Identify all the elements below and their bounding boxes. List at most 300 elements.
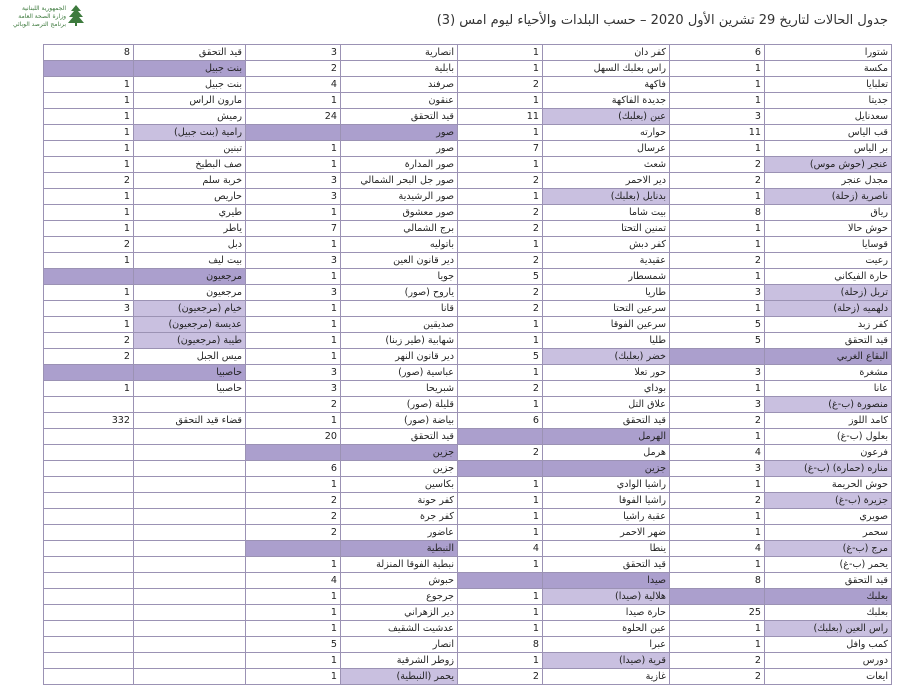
table-row (44, 253, 892, 269)
case-count-cell: 6 (670, 45, 765, 61)
locality-name-cell: ضهر الاحمر (543, 525, 670, 541)
table-row (44, 589, 892, 605)
locality-name-cell: تربل (زحلة) (765, 285, 892, 301)
locality-name-cell: ايعات (765, 669, 892, 685)
case-count-cell (458, 461, 543, 477)
locality-name-cell: عنجر (حوش موس) (765, 157, 892, 173)
logo-text (8, 5, 66, 29)
case-count-cell: 1 (670, 477, 765, 493)
locality-name-cell: صور (341, 141, 458, 157)
locality-name-cell: كفر دان (543, 45, 670, 61)
case-count-cell: 2 (458, 301, 543, 317)
locality-name-cell (134, 605, 246, 621)
locality-name-cell: كفر جرة (341, 509, 458, 525)
case-count-cell: 2 (246, 397, 341, 413)
case-count-cell (246, 125, 341, 141)
case-count-cell: 2 (458, 77, 543, 93)
case-count-cell (246, 541, 341, 557)
case-count-cell: 1 (44, 109, 134, 125)
locality-name-cell: سرعين الفوقا (543, 317, 670, 333)
table-row (44, 365, 892, 381)
case-count-cell: 1 (670, 61, 765, 77)
table-row (44, 125, 892, 141)
case-count-cell: 3 (246, 253, 341, 269)
locality-name-cell: نبطية الفوقا المنزلة (341, 557, 458, 573)
case-count-cell: 8 (670, 205, 765, 221)
case-count-cell: 5 (458, 269, 543, 285)
case-count-cell (44, 653, 134, 669)
locality-name-cell: ميس الجبل (134, 349, 246, 365)
locality-name-cell: عبرا (543, 637, 670, 653)
locality-name-cell: شهابية (طير زبنا) (341, 333, 458, 349)
locality-name-cell: مناره (حمارة) (ب-غ) (765, 461, 892, 477)
case-count-cell: 1 (246, 205, 341, 221)
locality-name-cell: ياطر (134, 221, 246, 237)
locality-name-cell: انصارية (341, 45, 458, 61)
table-row (44, 349, 892, 365)
locality-name-cell: عقيدية (543, 253, 670, 269)
case-count-cell: 2 (670, 669, 765, 685)
case-count-cell: 1 (670, 77, 765, 93)
case-count-cell: 1 (458, 189, 543, 205)
case-count-cell: 24 (246, 109, 341, 125)
case-count-cell (458, 573, 543, 589)
locality-name-cell (134, 429, 246, 445)
locality-name-cell: عدشيت الشقيف (341, 621, 458, 637)
locality-name-cell: بيت شاما (543, 205, 670, 221)
case-count-cell: 2 (670, 653, 765, 669)
case-count-cell: 1 (670, 93, 765, 109)
case-count-cell: 3 (670, 285, 765, 301)
case-count-cell: 7 (246, 221, 341, 237)
case-count-cell: 1 (458, 557, 543, 573)
locality-name-cell: حوش حالا (765, 221, 892, 237)
case-count-cell: 5 (670, 317, 765, 333)
case-count-cell: 3 (246, 189, 341, 205)
locality-name-cell: عاضور (341, 525, 458, 541)
locality-name-cell: عين (بعلبك) (543, 109, 670, 125)
case-count-cell: 1 (44, 141, 134, 157)
locality-name-cell: حوش الحريمة (765, 477, 892, 493)
table-row (44, 669, 892, 685)
case-count-cell: 3 (670, 461, 765, 477)
case-count-cell: 2 (458, 445, 543, 461)
locality-name-cell: راشيا الوادي (543, 477, 670, 493)
table-row (44, 397, 892, 413)
locality-name-cell: مارون الراس (134, 93, 246, 109)
locality-name-cell (134, 461, 246, 477)
case-count-cell: 8 (44, 45, 134, 61)
locality-name-cell: صويري (765, 509, 892, 525)
case-count-cell: 1 (44, 77, 134, 93)
locality-name-cell (134, 493, 246, 509)
locality-name-cell (134, 653, 246, 669)
locality-name-cell: قيد التحقق (134, 45, 246, 61)
table-row (44, 317, 892, 333)
case-count-cell: 1 (458, 477, 543, 493)
locality-name-cell: حاصبيا (134, 381, 246, 397)
case-count-cell: 1 (246, 93, 341, 109)
cases-table (43, 44, 892, 685)
district-header-cell: مرجعيون (134, 269, 246, 285)
table-row (44, 61, 892, 77)
table-row (44, 461, 892, 477)
locality-name-cell: مرج (ب-غ) (765, 541, 892, 557)
case-count-cell: 1 (458, 653, 543, 669)
locality-name-cell: قليلة (صور) (341, 397, 458, 413)
locality-name-cell: شمسطار (543, 269, 670, 285)
case-count-cell: 1 (670, 301, 765, 317)
case-count-cell: 2 (458, 669, 543, 685)
locality-name-cell: قب الياس (765, 125, 892, 141)
case-count-cell: 1 (44, 125, 134, 141)
logo-line: وزارة الصحة العامة (18, 13, 66, 20)
locality-name-cell: عرسال (543, 141, 670, 157)
case-count-cell (458, 429, 543, 445)
locality-name-cell: بعلول (ب-غ) (765, 429, 892, 445)
locality-name-cell: قرية (صيدا) (543, 653, 670, 669)
case-count-cell: 3 (246, 45, 341, 61)
locality-name-cell: قيد التحقق (543, 413, 670, 429)
case-count-cell: 1 (458, 317, 543, 333)
case-count-cell: 1 (458, 621, 543, 637)
case-count-cell: 1 (458, 157, 543, 173)
locality-name-cell: عقبة راشيا (543, 509, 670, 525)
case-count-cell (44, 269, 134, 285)
case-count-cell: 2 (670, 173, 765, 189)
locality-name-cell: بنت جبيل (134, 77, 246, 93)
table-row (44, 477, 892, 493)
case-count-cell (44, 669, 134, 685)
locality-name-cell: خيام (مرجعيون) (134, 301, 246, 317)
locality-name-cell: بعلبك (765, 605, 892, 621)
case-count-cell (44, 621, 134, 637)
case-count-cell (44, 589, 134, 605)
table-row (44, 605, 892, 621)
locality-name-cell: دلهميه (زحلة) (765, 301, 892, 317)
case-count-cell: 2 (458, 221, 543, 237)
case-count-cell: 1 (246, 621, 341, 637)
locality-name-cell: غازية (543, 669, 670, 685)
locality-name-cell: رعيت (765, 253, 892, 269)
case-count-cell: 3 (670, 397, 765, 413)
locality-name-cell: قيد التحقق (543, 557, 670, 573)
table-row (44, 285, 892, 301)
case-count-cell: 1 (670, 381, 765, 397)
table-row (44, 621, 892, 637)
locality-name-cell (134, 477, 246, 493)
case-count-cell: 1 (458, 365, 543, 381)
locality-name-cell: ناصرية (زحلة) (765, 189, 892, 205)
case-count-cell (44, 541, 134, 557)
case-count-cell: 3 (44, 301, 134, 317)
locality-name-cell: تبنين (134, 141, 246, 157)
case-count-cell: 4 (246, 573, 341, 589)
page-header (0, 0, 900, 42)
locality-name-cell: علاق التل (543, 397, 670, 413)
locality-name-cell: عين الحلوة (543, 621, 670, 637)
district-header-cell: البقاع الغربي (765, 349, 892, 365)
locality-name-cell: صور المدارة (341, 157, 458, 173)
case-count-cell: 3 (246, 365, 341, 381)
case-count-cell: 2 (458, 381, 543, 397)
case-count-cell: 1 (458, 605, 543, 621)
locality-name-cell: صف البطيخ (134, 157, 246, 173)
locality-name-cell: جديتا (765, 93, 892, 109)
locality-name-cell: سحمر (765, 525, 892, 541)
case-count-cell: 1 (246, 349, 341, 365)
case-count-cell: 1 (458, 509, 543, 525)
locality-name-cell: جديدة الفاكهة (543, 93, 670, 109)
table-row (44, 157, 892, 173)
table-row (44, 301, 892, 317)
locality-name-cell (134, 541, 246, 557)
case-count-cell: 7 (458, 141, 543, 157)
case-count-cell: 1 (246, 557, 341, 573)
case-count-cell (44, 61, 134, 77)
ministry-logo (8, 2, 86, 36)
district-header-cell: الهرمل (543, 429, 670, 445)
case-count-cell: 1 (246, 477, 341, 493)
case-count-cell: 1 (44, 253, 134, 269)
locality-name-cell (134, 621, 246, 637)
locality-name-cell: سرعين التحتا (543, 301, 670, 317)
case-count-cell: 3 (670, 109, 765, 125)
locality-name-cell: قضاء قيد التحقق (134, 413, 246, 429)
page-title: جدول الحالات لتاريخ 29 تشرين الأول 2020 – حسب البلدات والأحياء ليوم امس (3) (436, 13, 888, 28)
case-count-cell: 2 (44, 349, 134, 365)
case-count-cell (44, 637, 134, 653)
locality-name-cell: طيبة (مرجعيون) (134, 333, 246, 349)
case-count-cell: 2 (44, 237, 134, 253)
table-row (44, 205, 892, 221)
case-count-cell: 1 (670, 637, 765, 653)
locality-name-cell: بابلية (341, 61, 458, 77)
district-header-cell: النبطية (341, 541, 458, 557)
locality-name-cell: بكاسين (341, 477, 458, 493)
cases-table-body (44, 45, 892, 685)
case-count-cell: 1 (458, 125, 543, 141)
case-count-cell: 1 (246, 237, 341, 253)
locality-name-cell (134, 397, 246, 413)
locality-name-cell: كمب وافل (765, 637, 892, 653)
locality-name-cell: صرفند (341, 77, 458, 93)
case-count-cell: 1 (246, 301, 341, 317)
case-count-cell (44, 397, 134, 413)
table-row (44, 77, 892, 93)
locality-name-cell: زوطر الشرقية (341, 653, 458, 669)
locality-name-cell: عديسة (مرجعيون) (134, 317, 246, 333)
table-row (44, 445, 892, 461)
table-row (44, 413, 892, 429)
case-count-cell: 1 (458, 493, 543, 509)
locality-name-cell: مرجعيون (134, 285, 246, 301)
case-count-cell (44, 445, 134, 461)
case-count-cell: 1 (44, 285, 134, 301)
locality-name-cell: شبريحا (341, 381, 458, 397)
table-row (44, 509, 892, 525)
case-count-cell: 1 (246, 317, 341, 333)
locality-name-cell: حارة صيدا (543, 605, 670, 621)
case-count-cell (44, 573, 134, 589)
case-count-cell: 1 (670, 429, 765, 445)
case-count-cell: 5 (246, 637, 341, 653)
locality-name-cell: برج الشمالي (341, 221, 458, 237)
case-count-cell: 1 (44, 221, 134, 237)
locality-name-cell: هرمل (543, 445, 670, 461)
locality-name-cell: رميش (134, 109, 246, 125)
locality-name-cell: انصار (341, 637, 458, 653)
case-count-cell: 4 (458, 541, 543, 557)
district-header-cell: حاصبيا (134, 365, 246, 381)
locality-name-cell (134, 589, 246, 605)
locality-name-cell: يحمر (النبطية) (341, 669, 458, 685)
table-row (44, 541, 892, 557)
locality-name-cell: قيد التحقق (341, 429, 458, 445)
case-count-cell: 25 (670, 605, 765, 621)
case-count-cell: 1 (44, 93, 134, 109)
locality-name-cell: ياروح (صور) (341, 285, 458, 301)
case-count-cell: 1 (246, 413, 341, 429)
locality-name-cell: جرجوع (341, 589, 458, 605)
locality-name-cell: جزين (341, 461, 458, 477)
locality-name-cell (134, 525, 246, 541)
locality-name-cell: دبل (134, 237, 246, 253)
case-count-cell: 8 (670, 573, 765, 589)
locality-name-cell: حور تعلا (543, 365, 670, 381)
locality-name-cell: راس بعلبك السهل (543, 61, 670, 77)
case-count-cell (44, 365, 134, 381)
locality-name-cell: طليا (543, 333, 670, 349)
locality-name-cell: عنقون (341, 93, 458, 109)
case-count-cell: 6 (246, 461, 341, 477)
locality-name-cell: دير قانون النهر (341, 349, 458, 365)
district-header-cell: صيدا (543, 573, 670, 589)
locality-name-cell (134, 573, 246, 589)
locality-name-cell: منصورة (ب-غ) (765, 397, 892, 413)
locality-name-cell: تعلبايا (765, 77, 892, 93)
case-count-cell: 1 (246, 269, 341, 285)
case-count-cell: 1 (246, 653, 341, 669)
cedar-tree-icon (68, 4, 84, 26)
case-count-cell: 1 (44, 317, 134, 333)
table-row (44, 381, 892, 397)
locality-name-cell: عباسية (صور) (341, 365, 458, 381)
case-count-cell: 5 (458, 349, 543, 365)
case-count-cell: 1 (44, 157, 134, 173)
case-count-cell: 1 (670, 621, 765, 637)
district-header-cell: جزين (341, 445, 458, 461)
locality-name-cell: كفر دبش (543, 237, 670, 253)
locality-name-cell: فاكهة (543, 77, 670, 93)
case-count-cell: 1 (458, 237, 543, 253)
locality-name-cell: صور جل البحر الشمالي (341, 173, 458, 189)
table-row (44, 45, 892, 61)
case-count-cell: 6 (458, 413, 543, 429)
case-count-cell: 2 (458, 285, 543, 301)
locality-name-cell: رامية (بنت جبيل) (134, 125, 246, 141)
case-count-cell: 2 (246, 509, 341, 525)
table-row (44, 653, 892, 669)
locality-name-cell: قيد التحقق (765, 333, 892, 349)
locality-name-cell: قوسايا (765, 237, 892, 253)
locality-name-cell: خربة سلم (134, 173, 246, 189)
logo-line: برنامج الترصد الوبائي (12, 21, 66, 28)
locality-name-cell: باتوليه (341, 237, 458, 253)
case-count-cell: 2 (458, 253, 543, 269)
table-row (44, 557, 892, 573)
district-header-cell: بعلبك (765, 589, 892, 605)
table-row (44, 333, 892, 349)
locality-name-cell: دير قانون العين (341, 253, 458, 269)
locality-name-cell (134, 637, 246, 653)
case-count-cell: 1 (458, 61, 543, 77)
locality-name-cell: قيد التحقق (341, 109, 458, 125)
case-count-cell: 1 (458, 397, 543, 413)
case-count-cell (670, 589, 765, 605)
locality-name-cell: بياضة (صور) (341, 413, 458, 429)
case-count-cell (44, 525, 134, 541)
case-count-cell: 2 (246, 61, 341, 77)
case-count-cell: 2 (458, 173, 543, 189)
case-count-cell: 1 (246, 141, 341, 157)
locality-name-cell: هلالية (صيدا) (543, 589, 670, 605)
table-row (44, 573, 892, 589)
table-row (44, 269, 892, 285)
locality-name-cell: راس العين (بعلبك) (765, 621, 892, 637)
case-count-cell: 1 (458, 333, 543, 349)
case-count-cell: 2 (670, 157, 765, 173)
case-count-cell: 2 (458, 205, 543, 221)
locality-name-cell: طيري (134, 205, 246, 221)
case-count-cell: 1 (670, 269, 765, 285)
table-row (44, 189, 892, 205)
case-count-cell (44, 605, 134, 621)
logo-line: الجمهورية اللبنانية (21, 5, 66, 12)
case-count-cell: 1 (246, 605, 341, 621)
locality-name-cell (134, 509, 246, 525)
locality-name-cell: كامد اللوز (765, 413, 892, 429)
locality-name-cell: سعدنايل (765, 109, 892, 125)
locality-name-cell: تمنين التحتا (543, 221, 670, 237)
locality-name-cell: عانا (765, 381, 892, 397)
case-count-cell (246, 445, 341, 461)
table-row (44, 493, 892, 509)
locality-name-cell: دورس (765, 653, 892, 669)
case-count-cell: 1 (458, 589, 543, 605)
case-count-cell: 11 (670, 125, 765, 141)
case-count-cell: 1 (670, 221, 765, 237)
case-count-cell (670, 349, 765, 365)
locality-name-cell: دير الاحمر (543, 173, 670, 189)
case-count-cell (44, 477, 134, 493)
locality-name-cell: جويا (341, 269, 458, 285)
locality-name-cell: ينطا (543, 541, 670, 557)
case-count-cell: 3 (670, 365, 765, 381)
case-count-cell: 1 (246, 157, 341, 173)
case-count-cell (44, 509, 134, 525)
locality-name-cell (134, 557, 246, 573)
locality-name-cell: فرعون (765, 445, 892, 461)
locality-name-cell: صديقين (341, 317, 458, 333)
case-count-cell: 3 (246, 173, 341, 189)
locality-name-cell: رياق (765, 205, 892, 221)
case-count-cell: 3 (246, 285, 341, 301)
case-count-cell: 1 (670, 237, 765, 253)
case-count-cell: 2 (246, 493, 341, 509)
locality-name-cell: صور معشوق (341, 205, 458, 221)
locality-name-cell: بوداي (543, 381, 670, 397)
